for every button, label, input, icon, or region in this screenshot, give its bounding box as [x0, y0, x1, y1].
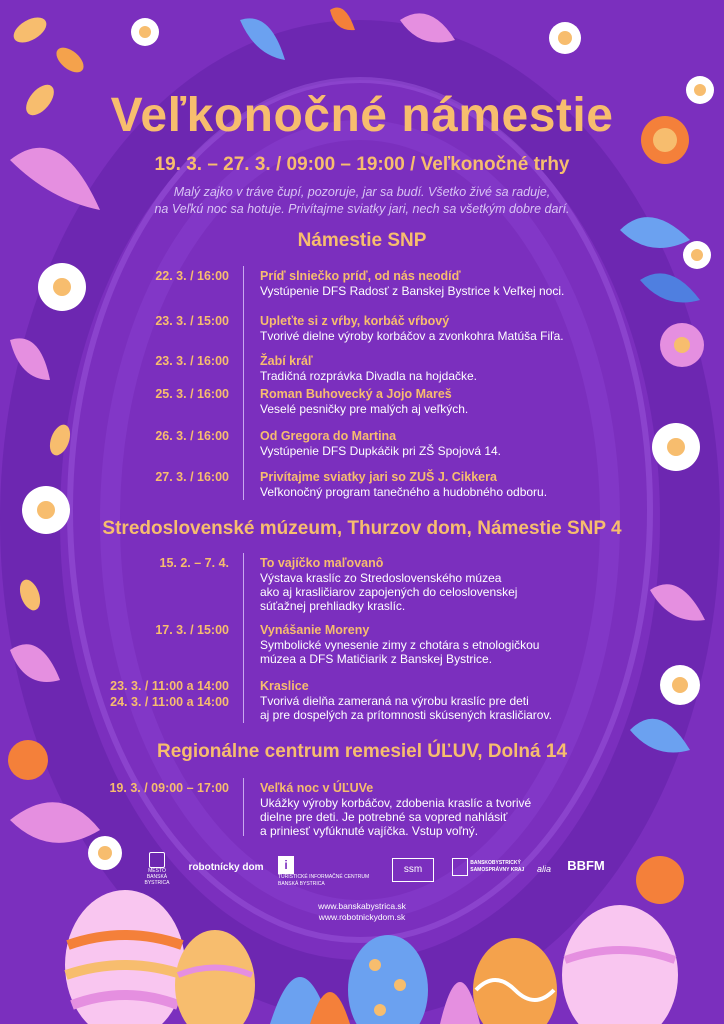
- event-date: 19. 3. / 09:00 – 17:00: [109, 781, 229, 795]
- event-desc: Tvorivé dielne výroby korbáčov a zvonkohra Matúša Fiľa.: [260, 329, 564, 343]
- section-heading-muzeum: Stredoslovenské múzeum, Thurzov dom, Námestie SNP 4: [102, 518, 622, 539]
- alia-logo: alia: [536, 864, 551, 874]
- event-desc: Tvorivá dielňa zameraná na výrobu kraslíc pre deti: [260, 694, 529, 708]
- logo-text: BANSKÁ BYSTRICA: [278, 881, 325, 887]
- robotnicky-dom-logo: robotnícky dom: [188, 862, 264, 873]
- section-divider-line: [243, 553, 244, 723]
- logo-text: BANSKOBYSTRICKÝ: [470, 860, 521, 866]
- coat-of-arms-icon: [149, 852, 165, 868]
- tic-logo: [278, 856, 378, 888]
- event-desc: Výstava kraslíc zo Stredoslovenského múzea: [260, 571, 502, 585]
- event-desc: aj pre dospelých za prítomnosti skúsených krasličiarov.: [260, 708, 552, 722]
- section-divider-line: [243, 778, 244, 836]
- logo-text: TURISTICKÉ INFORMAČNÉ CENTRUM: [278, 874, 370, 880]
- event-desc: Vystúpenie DFS Dupkáčik pri ZŠ Spojová 14.: [260, 444, 502, 458]
- event-desc: Ukážky výroby korbáčov, zdobenia kraslíc a tvorivé: [260, 796, 532, 810]
- website-urls: [0, 901, 724, 923]
- partner-logos: [140, 852, 610, 886]
- event-date: 27. 3. / 16:00: [155, 470, 229, 484]
- event-desc: dielne pre deti. Je potrebné sa vopred nahlásiť: [260, 810, 508, 824]
- event-desc: a priniesť vyfúknuté vajíčka. Vstup voľný.: [260, 824, 479, 838]
- event-date: 25. 3. / 16:00: [155, 387, 229, 401]
- event-title: Príď slniečko príď, od nás neodíď: [260, 269, 461, 283]
- event-desc: Symbolické vynesenie zimy z chotára s etnologičkou: [260, 638, 540, 652]
- ssm-logo: ssm: [392, 858, 434, 882]
- event-date-line: 23. 3. / 11:00 a 14:00: [110, 679, 229, 693]
- section-heading-namestie-snp: Námestie SNP: [297, 230, 427, 251]
- website-link[interactable]: www.banskabystrica.sk: [318, 901, 406, 911]
- crest-icon: [452, 858, 468, 876]
- event-desc: Tradičná rozprávka Divadla na hojdačke.: [260, 369, 478, 383]
- page-subtitle: 19. 3. – 27. 3. / 09:00 – 19:00 / Veľkonočné trhy: [154, 154, 570, 175]
- bbfm-logo: BBFM: [567, 858, 605, 873]
- event-title: Kraslice: [260, 679, 309, 693]
- event-desc: ako aj krasličiarov zapojených do celoslovenskej: [260, 585, 518, 599]
- event-title: Veľká noc v ÚĽUVe: [260, 781, 374, 795]
- event-title: Žabí kráľ: [260, 354, 313, 368]
- event-desc: Veselé pesničky pre malých aj veľkých.: [260, 402, 469, 416]
- event-title: Vynášanie Moreny: [260, 623, 370, 637]
- event-date: 17. 3. / 15:00: [155, 623, 229, 637]
- website-link[interactable]: www.robotnickydom.sk: [318, 912, 406, 922]
- event-date: 22. 3. / 16:00: [155, 269, 229, 283]
- event-desc: múzea a DFS Matičiarik z Banskej Bystrice.: [260, 652, 493, 666]
- section-divider-line: [243, 266, 244, 500]
- event-desc: Vystúpenie DFS Radosť z Banskej Bystrice k Veľkej noci.: [260, 284, 565, 298]
- event-desc: Veľkonočný program tanečného a hudobného odboru.: [260, 485, 548, 499]
- logo-text: BANSKÁ BYSTRICA: [144, 874, 170, 886]
- intro-line: na Veľkú noc sa hotuje. Privítajme sviatky jari, nech sa všetkým dobre darí.: [154, 202, 570, 216]
- event-title: Roman Buhovecký a Jojo Mareš: [260, 387, 452, 401]
- logo-text: SAMOSPRÁVNY KRAJ: [470, 867, 525, 873]
- event-title: To vajíčko maľovanô: [260, 556, 384, 570]
- event-desc: súťažnej prehliadky kraslíc.: [260, 599, 406, 613]
- event-date: 26. 3. / 16:00: [155, 429, 229, 443]
- intro-line: Malý zajko v tráve čupí, pozoruje, jar sa budí. Všetko živé sa raduje,: [173, 185, 551, 199]
- event-title: Od Gregora do Martina: [260, 429, 397, 443]
- event-date-line: 24. 3. / 11:00 a 14:00: [110, 695, 229, 709]
- mesto-banska-bystrica-logo: [140, 852, 174, 886]
- section-heading-uluv: Regionálne centrum remesiel ÚĽUV, Dolná 14: [156, 741, 568, 762]
- bbsk-logo: [452, 858, 528, 876]
- event-date: 23. 3. / 16:00: [155, 354, 229, 368]
- intro-text: [100, 184, 624, 218]
- event-date: 23. 3. / 15:00: [155, 314, 229, 328]
- event-date: 15. 2. – 7. 4.: [159, 556, 229, 570]
- event-title: Privítajme sviatky jari so ZUŠ J. Cikkera: [260, 470, 497, 484]
- info-icon: i: [278, 856, 294, 874]
- page-title: Veľkonočné námestie: [110, 89, 614, 142]
- logo-text: MESTO: [148, 868, 166, 874]
- event-title: Upleťte si z vŕby, korbáč vŕbový: [260, 314, 450, 328]
- event-date: [110, 678, 229, 710]
